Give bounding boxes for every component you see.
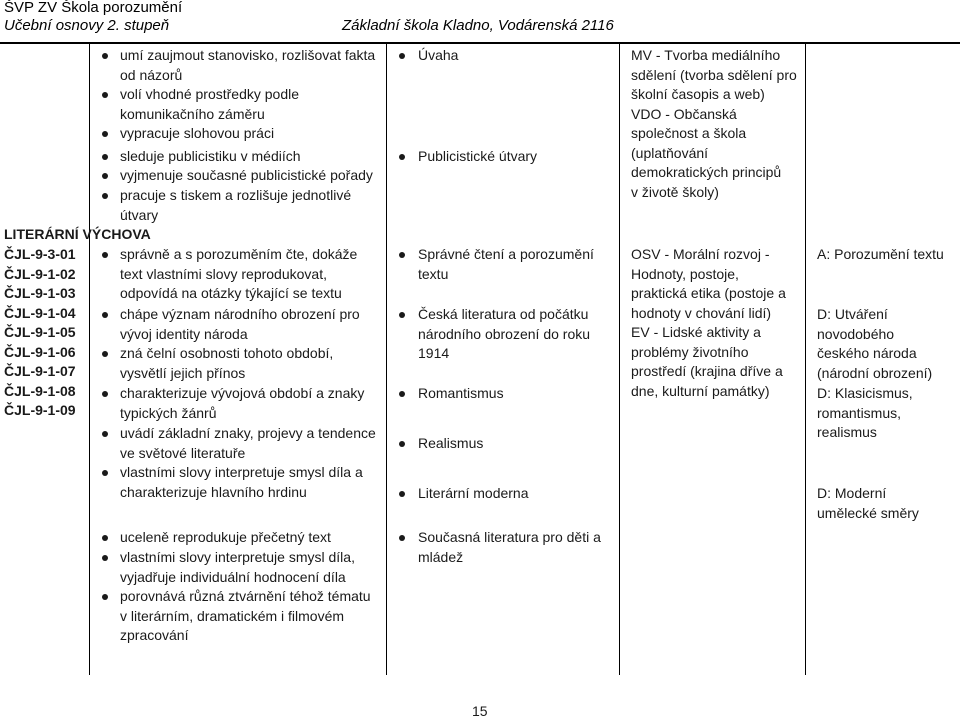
outcome-b7-line: správně a s porozuměním čte, dokáže: [120, 246, 358, 262]
cross-topic-2-line: OSV - Morální rozvoj -: [631, 246, 770, 262]
bullet-icon: [399, 391, 405, 397]
outcome-b10-line: typických žánrů: [120, 404, 217, 421]
section-title-line: LITERÁRNÍ VÝCHOVA: [4, 226, 151, 242]
topic-t4-line: Česká literatura od počátku: [418, 306, 589, 322]
topic-t7-line: Literární moderna: [418, 485, 529, 501]
bullet-icon: [102, 351, 108, 357]
outcome-b4-line: sleduje publicistiku v médiích: [120, 148, 301, 164]
outcome-b2-line: volí vhodné prostředky podle: [120, 86, 299, 102]
outcome-b12-line: charakterizuje hlavního hrdinu: [120, 483, 307, 500]
topic-t3-line: Správné čtení a porozumění: [418, 246, 594, 262]
bullet-icon: [102, 470, 108, 476]
outcome-code: ČJL-9-1-06: [4, 343, 76, 360]
bullet-icon: [102, 391, 108, 397]
note-4-line: D: Moderní: [817, 485, 887, 501]
topic-t4-line: 1914: [418, 345, 450, 361]
outcome-b11-line: ve světové literatuře: [120, 444, 246, 461]
bullet-icon: [399, 441, 405, 447]
topic-t4-line: národního obrození do roku: [418, 325, 591, 342]
outcome-b10-line: charakterizuje vývojová období a znaky: [120, 385, 365, 401]
outcome-code: ČJL-9-1-07: [4, 363, 76, 379]
bullet-icon: [399, 154, 405, 160]
outcome-b14-line: vlastními slovy interpretuje smysl díla,: [120, 549, 355, 565]
bullet-icon: [102, 312, 108, 318]
outcome-b8-line: chápe význam národního obrození pro: [120, 306, 360, 322]
outcome-code: ČJL-9-1-04: [4, 304, 76, 321]
outcome-b9-line: zná čelní osobnosti tohoto období,: [120, 345, 334, 361]
outcome-b7-line: text vlastními slovy reprodukovat,: [120, 265, 327, 282]
cross-topic-2-line: dne, kulturní památky): [631, 382, 770, 399]
bullet-icon: [102, 53, 108, 59]
outcome-b6-line: útvary: [120, 206, 159, 223]
bullet-icon: [102, 431, 108, 437]
outcome-b5-line: vyjmenuje současné publicistické pořady: [120, 167, 373, 183]
header-program-name: ŠVP ZV Škola porozumění: [4, 0, 183, 16]
outcome-b1-line: od názorů: [120, 66, 183, 83]
note-2-line: D: Utváření: [817, 306, 888, 322]
outcome-b15-line: zpracování: [120, 627, 189, 643]
cross-topic-2-line: praktická etika (postoje a: [631, 285, 786, 301]
bullet-icon: [102, 131, 108, 137]
cross-topic-1-line: demokratických principů: [631, 164, 782, 180]
bullet-icon: [399, 312, 405, 318]
note-4-line: umělecké směry: [817, 504, 919, 521]
note-1-line: A: Porozumění textu: [817, 246, 944, 262]
cross-topic-1-line: v životě školy): [631, 183, 719, 200]
note-2-line: (národní obrození): [817, 364, 933, 381]
cross-topic-2-line: EV - Lidské aktivity a: [631, 324, 761, 340]
bullet-icon: [102, 252, 108, 258]
bullet-icon: [102, 173, 108, 179]
outcome-b1-line: umí zaujmout stanovisko, rozlišovat fakta: [120, 47, 376, 63]
outcome-b2-line: komunikačního záměru: [120, 105, 265, 122]
topic-t6-line: Realismus: [418, 435, 484, 451]
topic-t1-line: Úvaha: [418, 47, 459, 63]
outcome-b11-line: uvádí základní znaky, projevy a tendence: [120, 425, 376, 441]
bullet-icon: [399, 535, 405, 541]
outcome-b9-line: vysvětlí jejich přínos: [120, 364, 246, 381]
outcome-b7-line: odpovídá na otázky týkající se textu: [120, 285, 342, 301]
outcome-code: ČJL-9-3-01: [4, 246, 76, 262]
cross-topic-1-line: společnost a škola: [631, 125, 747, 141]
note-3-line: realismus: [817, 424, 877, 440]
cross-topic-2-line: prostředí (krajina dříve a: [631, 363, 783, 379]
outcome-b8-line: vývoj identity národa: [120, 325, 248, 342]
cross-topic-2-line: hodnoty v chování lidí): [631, 304, 772, 321]
outcome-b13-line: uceleně reprodukuje přečetný text: [120, 529, 331, 545]
bullet-icon: [102, 555, 108, 561]
bullet-icon: [102, 535, 108, 541]
cross-topic-1-line: VDO - Občanská: [631, 105, 737, 122]
bullet-icon: [102, 92, 108, 98]
outcome-code: ČJL-9-1-09: [4, 402, 76, 418]
bullet-icon: [399, 252, 405, 258]
cross-topic-2-line: problémy životního: [631, 343, 749, 360]
cross-topic-1-line: sdělení (tvorba sdělení pro: [631, 66, 797, 83]
cross-topic-1-line: (uplatňování: [631, 144, 709, 161]
outcome-b6-line: pracuje s tiskem a rozlišuje jednotlivé: [120, 187, 352, 203]
bullet-icon: [102, 594, 108, 600]
topic-t5-line: Romantismus: [418, 385, 504, 401]
note-2-line: novodobého: [817, 325, 895, 342]
cross-topic-2-line: Hodnoty, postoje,: [631, 265, 739, 282]
topic-t8-line: Současná literatura pro děti a: [418, 529, 601, 545]
outcome-code: ČJL-9-1-05: [4, 324, 76, 340]
cross-topic-1-line: MV - Tvorba mediálního: [631, 47, 781, 63]
note-3-line: romantismus,: [817, 404, 902, 421]
topic-t3-line: textu: [418, 265, 449, 282]
bullet-icon: [102, 154, 108, 160]
page-number: 15: [472, 703, 488, 719]
topic-t8-line: mládež: [418, 548, 464, 565]
bullet-icon: [102, 193, 108, 199]
header-school: Základní škola Kladno, Vodárenská 2116: [342, 17, 614, 34]
note-2-line: českého národa: [817, 345, 917, 361]
topic-t2-line: Publicistické útvary: [418, 148, 538, 164]
outcome-code: ČJL-9-1-08: [4, 382, 76, 399]
cross-topic-1-line: školní časopis a web): [631, 86, 765, 102]
outcome-b3-line: vypracuje slohovou práci: [120, 125, 275, 141]
outcome-b15-line: porovnává různá ztvárnění téhož tématu: [120, 588, 371, 604]
outcome-b14-line: vyjadřuje individuální hodnocení díla: [120, 568, 346, 585]
outcome-b12-line: vlastními slovy interpretuje smysl díla a: [120, 464, 363, 480]
outcome-code: ČJL-9-1-03: [4, 285, 76, 301]
bullet-icon: [399, 491, 405, 497]
bullet-icon: [399, 53, 405, 59]
header-subtitle: Učební osnovy 2. stupeň: [4, 17, 170, 34]
note-3-line: D: Klasicismus,: [817, 385, 913, 401]
outcome-b15-line: v literárním, dramatickém i filmovém: [120, 607, 345, 624]
outcome-code: ČJL-9-1-02: [4, 265, 76, 282]
